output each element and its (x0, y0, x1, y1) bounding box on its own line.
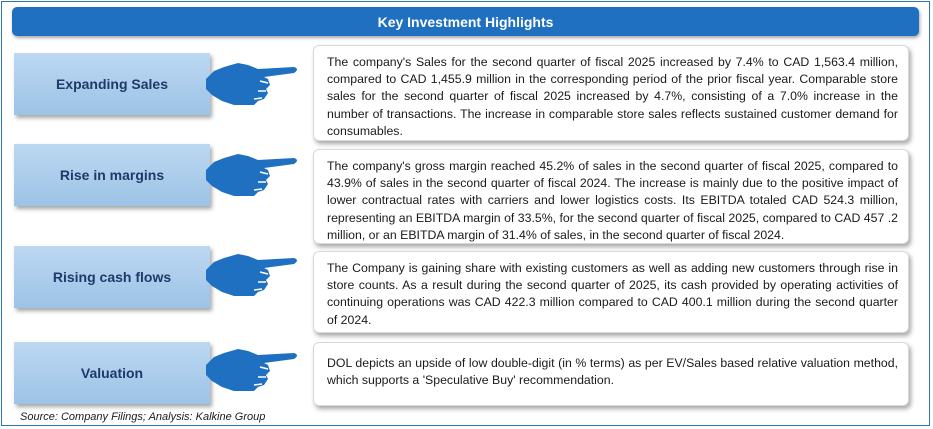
page-title: Key Investment Highlights (12, 7, 919, 36)
section-label-rise-in-margins: Rise in margins (14, 144, 210, 206)
section-text-rising-cash-flows: The Company is gaining share with existing customers as well as adding new customers through rise in store counts. As a result during the second quarter of 2025, its cash provided by operating activities of continuing operations was CAD 422.3 million compared to CAD 400.1 million during the second quarter of 2024. (313, 251, 909, 333)
section-label-rising-cash-flows: Rising cash flows (14, 246, 210, 308)
section-text-rise-in-margins: The company's gross margin reached 45.2% of sales in the second quarter of fiscal 2025, compared to 43.9% of sales in the second quarter of fiscal 2024. The increase is mainly due to the positive impact of lower contractual rates with carriers and lower logistics costs. Its EBITDA totaled CAD 524.3 million, representing an EBITDA margin of 33.5%, for the second quarter of fiscal 2025, compared to CAD 457 .2 million, or an EBITDA margin of 31.4% of sales, in the second quarter of fiscal 2024. (313, 149, 909, 244)
pointing-hand-icon (204, 343, 300, 395)
source-note: Source: Company Filings; Analysis: Kalkine Group (20, 411, 266, 423)
pointing-hand-icon (204, 248, 300, 300)
section-text-expanding-sales: The company's Sales for the second quarter of fiscal 2025 increased by 7.4% to CAD 1,563.4 million, compared to CAD 1,455.9 million in the corresponding period of the prior fiscal year. Comparable store sales for the second quarter of fiscal 2025 increased by 4.7%, consisting of a 7.0% increase in the number of transactions. The increase in comparable store sales reflects sustained customer demand for consumables. (313, 45, 909, 141)
section-label-valuation: Valuation (14, 342, 210, 404)
pointing-hand-icon (204, 148, 300, 200)
section-label-expanding-sales: Expanding Sales (14, 53, 210, 115)
pointing-hand-icon (204, 57, 300, 109)
section-text-valuation: DOL depicts an upside of low double-digit (in % terms) as per EV/Sales based relative valuation method, which supports a 'Speculative Buy' recommendation. (313, 342, 909, 406)
